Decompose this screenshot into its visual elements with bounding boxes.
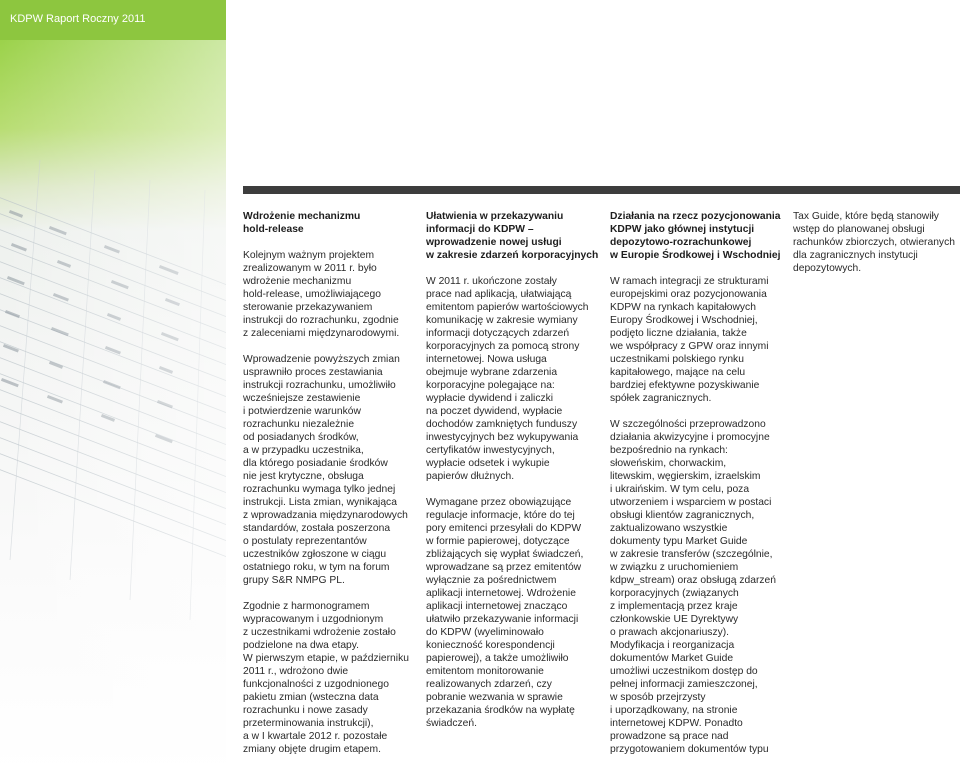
paragraph: Kolejnym ważnym projektem zrealizowanym w 2011 r. było wdrożenie mechanizmu hold-release, umożliwiającego sterowanie przekazywaniem instrukcji do rozrachunku, zgodnie z zaleceniami międzynarodowymi. <box>243 250 400 339</box>
paragraph: W 2011 r. ukończone zostały prace nad aplikacją, ułatwiającą emitentom papierów wartościowych komunikację w zakresie wymiany informacji dotyczących zdarzeń korporacyjnych za pomocą strony internetowej. Nowa usługa obejmuje wybrane zdarzenia korporacyjne polegające na: wypłacie dywidend i zaliczki na poczet dywidend, wypłacie dochodów zamkniętych funduszy inwestycyjnych bez wykupywania certyfikatów inwestycyjnych, wypłacie odsetek i wykupie papierów dłużnych. <box>426 276 589 482</box>
section-heading: Ułatwienia w przekazywaniu informacji do KDPW – wprowadzenie nowej usługi w zakresie zdarzeń korporacyjnych <box>426 211 599 261</box>
column-corporate-events <box>426 210 602 743</box>
paragraph: Zgodnie z harmonogramem wypracowanym i uzgodnionym z uczestnikami wdrożenie zostało podzielone na dwa etapy. W pierwszym etapie, w październiku 2011 r., wdrożono dwie funkcjonalności z uzgodnionego pakietu zmian (wsteczna data rozrachunku i nowe zasady przeterminowania instrukcji), a w I kwartale 2012 r. pozostałe zmiany objęte drugim etapem. <box>243 601 409 755</box>
paragraph: W szczególności przeprowadzono działania akwizycyjne i promocyjne bezpośrednio na rynkach: słoweńskim, chorwackim, litewskim, węgierskim, izraelskim i ukraińskim. W tym celu, poza utworzeniem i wsparciem w postaci obsługi klientów zagranicznych, zaktualizowano wszystkie dokumenty typu Market Guide w zakresie transferów (szczególnie, w związku z uruchomieniem kdpw_stream) oraz obsługą zdarzeń korporacyjnych (związanych z implementacją przez kraje członkowskie UE Dyrektywy o prawach akcjonariuszy). Modyfikacja i reorganizacja dokumentów Market Guide umożliwi uczestnikom dostęp do pełnej informacji zamieszczonej, w sposób przejrzysty i uporządkowany, na stronie internetowej KDPW. Ponadto prowadzone są prace nad przygotowaniem dokumentów typu <box>610 419 776 755</box>
column-tax-guide <box>793 210 960 288</box>
paragraph: W ramach integracji ze strukturami europejskimi oraz pozycjonowania KDPW na rynkach kapitałowych Europy Środkowej i Wschodniej, podjęto liczne działania, także we współpracy z GPW oraz innymi uczestnikami polskiego rynku kapitałowego, mające na celu bardziej efektywne pozyskiwanie spółek zagranicznych. <box>610 276 769 404</box>
section-heading: Wdrożenie mechanizmu hold-release <box>243 211 361 235</box>
section-heading: Działania na rzecz pozycjonowania KDPW jako głównej instytucji depozytowo-rozrachunkowej w Europie Środkowej i Wschodniej <box>610 211 781 261</box>
column-positioning <box>610 210 782 769</box>
header-bar <box>0 0 226 40</box>
spreadsheet-image <box>0 40 226 776</box>
spreadsheet-photo <box>0 40 226 776</box>
paragraph: Tax Guide, które będą stanowiły wstęp do planowanej obsługi rachunków zbiorczych, otwieranych dla zagranicznych instytucji depozytowych. <box>793 211 955 274</box>
section-divider <box>243 186 960 194</box>
paragraph: Wprowadzenie powyższych zmian usprawniło proces zestawiania instrukcji rozrachunku, umożliwiło wcześniejsze zestawienie i potwierdzenie warunków rozrachunku niezależnie od posiadanych środków, a w przypadku uczestnika, dla którego posiadanie środków nie jest krytyczne, obsługa rozrachunku wymaga tylko jednej instrukcji. Lista zmian, wynikająca z wprowadzania międzynarodowych standardów, została poszerzona o postulaty reprezentantów uczestników zgłoszone w ciągu ostatniego roku, w tym na forum grupy S&R NMPG PL. <box>243 354 408 586</box>
report-title: KDPW Raport Roczny 2011 <box>10 13 146 25</box>
paragraph: Wymagane przez obowiązujące regulacje informacje, które do tej pory emitenci przesyłali do KDPW w formie papierowej, dotyczące zbliżających się wypłat świadczeń, wprowadzane są przez emitentów wyłącznie za pośrednictwem aplikacji internetowej. Wdrożenie aplikacji internetowej znacząco ułatwiło przekazywanie informacji do KDPW (wyeliminowało konieczność korespondencji papierowej), a także umożliwiło emitentom monitorowanie realizowanych zdarzeń, czy pobranie wezwania w sprawie przekazania środków na wypłatę świadczeń. <box>426 497 584 729</box>
column-hold-release <box>243 210 418 769</box>
